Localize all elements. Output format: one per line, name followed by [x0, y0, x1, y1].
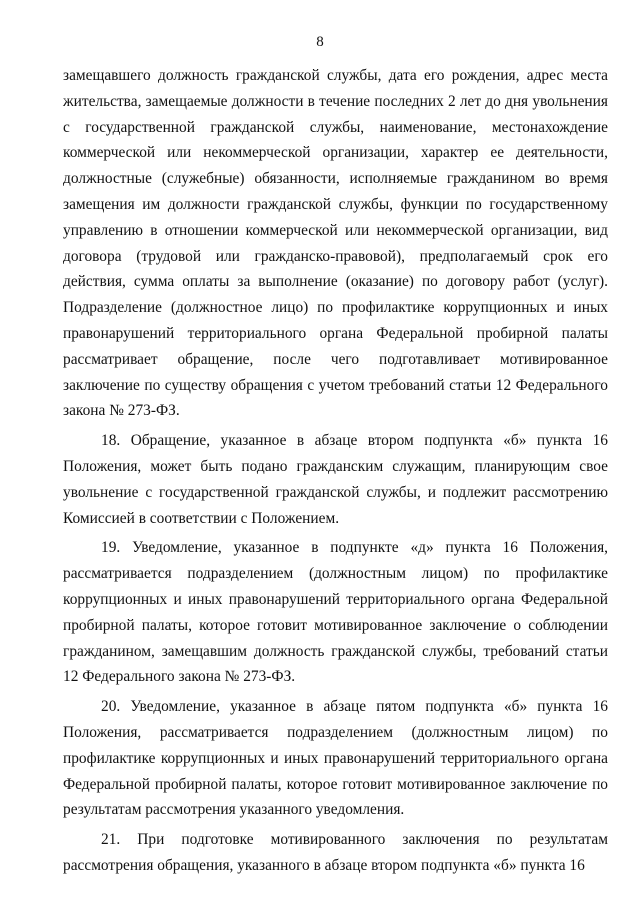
paragraph-continuation: замещавшего должность гражданской службы, дата его рождения, адрес места жительства, замещаемые должности в течение последних 2 лет до дня увольнения с государственной гражданской службы, наименование, местонахождение коммерческой или некоммерческой организации, характер ее деятельности, должностные (служебные) обязанности, исполняемые гражданином во время замещения им должности гражданской службы, функции по государственному управлению в отношении коммерческой или некоммерческой организации, вид договора (трудовой или гражданско-правовой), предполагаемый срок его действия, сумма оплаты за выполнение (оказание) по договору работ (услуг). Подразделение (должностное лицо) по профилактике коррупционных и иных правонарушений территориального органа Федеральной пробирной палаты рассматривает обращение, после чего подготавливает мотивированное заключение по существу обращения с учетом требований статьи 12 Федерального закона № 273-ФЗ. — [63, 67, 608, 420]
paragraph-20: 20. Уведомление, указанное в абзаце пятом подпункта «б» пункта 16 Положения, рассматривается подразделением (должностным лицом) по профилактике коррупционных и иных правонарушений территориального органа Федеральной пробирной палаты, которое готовит мотивированное заключение по результатам рассмотрения указанного уведомления. — [63, 698, 608, 819]
paragraph-21: 21. При подготовке мотивированного заключения по результатам рассмотрения обращения, указанного в абзаце втором подпункта «б» пункта 16 — [63, 831, 608, 874]
paragraph-18: 18. Обращение, указанное в абзаце втором подпункта «б» пункта 16 Положения, может быть подано гражданским служащим, планирующим свое увольнение с государственной гражданской службы, и подлежит рассмотрению Комиссией в соответствии с Положением. — [63, 432, 608, 527]
page-number: 8 — [316, 34, 324, 50]
document-body — [63, 63, 608, 883]
paragraph-19: 19. Уведомление, указанное в подпункте «д» пункта 16 Положения, рассматривается подразделением (должностным лицом) по профилактике коррупционных и иных правонарушений территориального органа Федеральной пробирной палаты, которое готовит мотивированное заключение о соблюдении гражданином, замещавшим должность гражданской службы, требований статьи 12 Федерального закона № 273-ФЗ. — [63, 539, 608, 686]
